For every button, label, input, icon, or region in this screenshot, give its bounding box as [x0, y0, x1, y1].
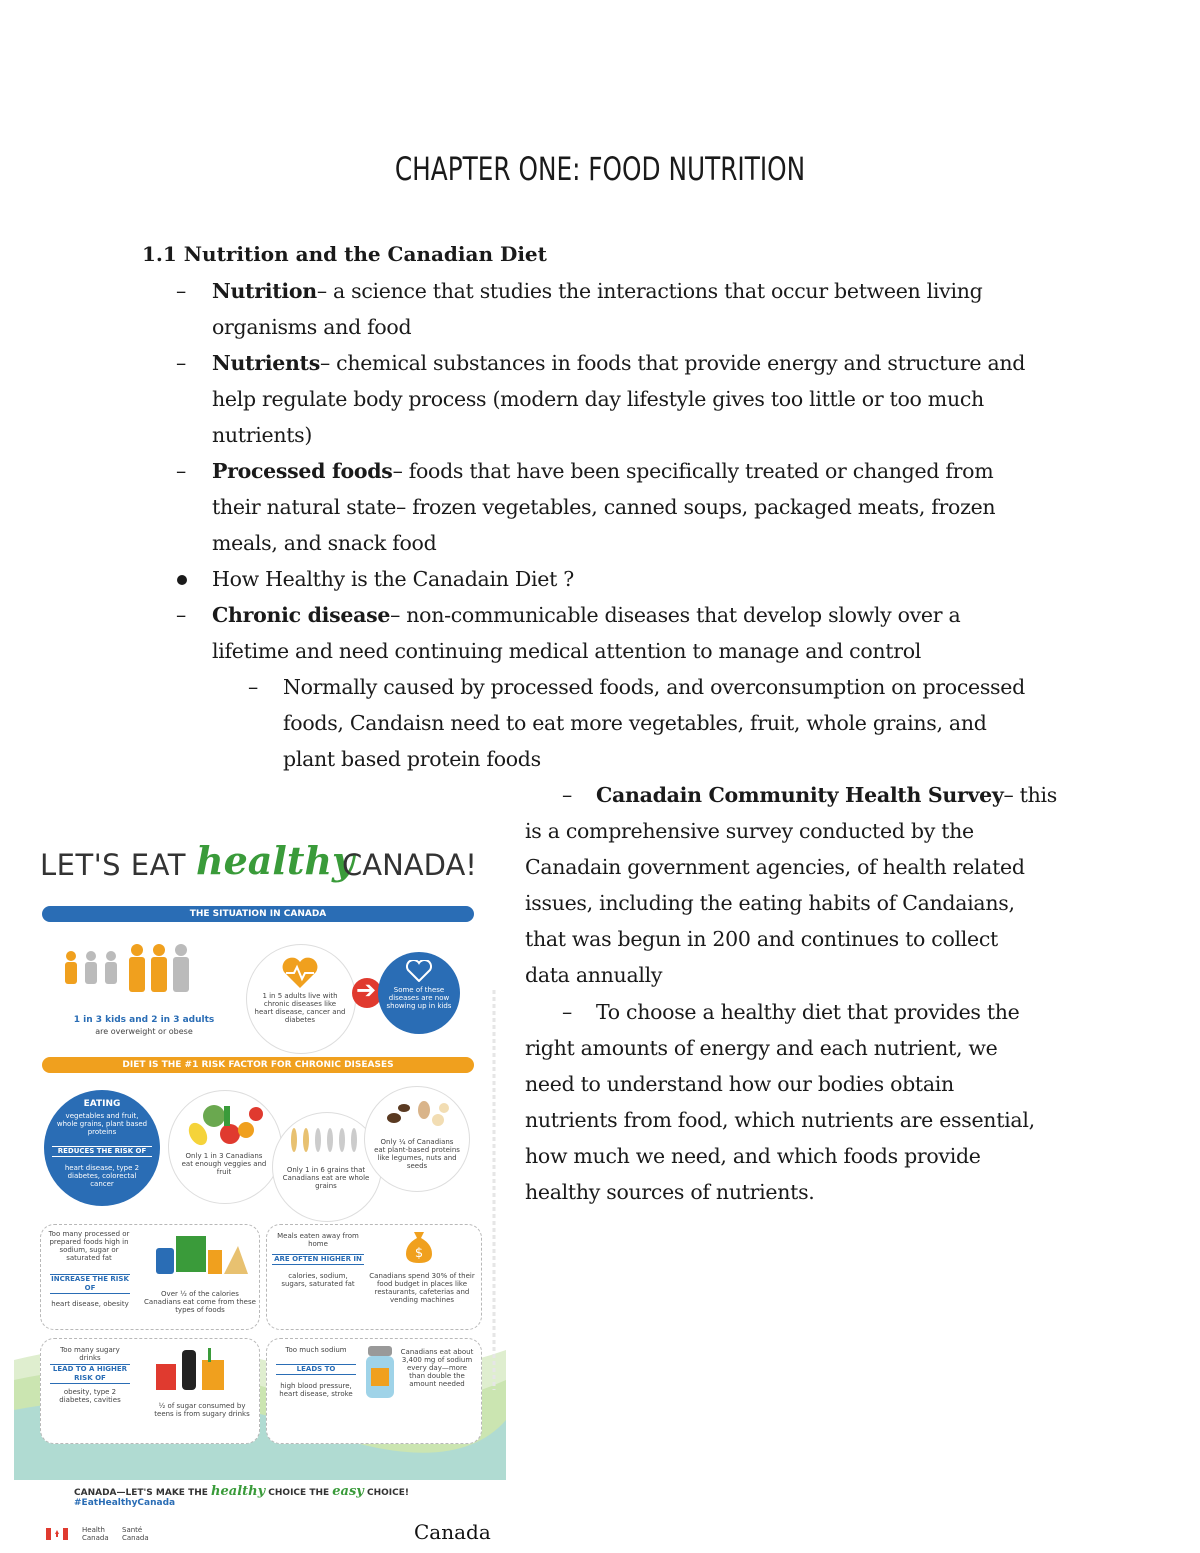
heartbeat-icon — [280, 956, 320, 990]
lets-eat-text: LET'S EAT — [40, 848, 186, 882]
vertical-watermark — [488, 990, 500, 1390]
survey-def: – this — [1003, 783, 1057, 807]
survey-line: that was begun in 200 and continues to collect — [525, 927, 998, 951]
packaged-food-icon — [150, 1232, 250, 1278]
hashtag: #EatHealthyCanada — [74, 1498, 176, 1508]
lets-eat-healthy-infographic — [14, 820, 506, 1550]
leads-to-label: LEADS TO — [276, 1364, 356, 1375]
survey-line: data annually — [525, 963, 663, 987]
dash: – — [248, 675, 258, 699]
budget-stat: Canadians spend 30% of their food budget in places like restaurants, cafeterias and vending machines — [369, 1272, 475, 1304]
choose-line: healthy sources of nutrients. — [525, 1180, 815, 1204]
increase-sub: heart disease, obesity — [51, 1300, 129, 1308]
grains-stat: Only 1 in 6 grains that Canadians eat are whole grains — [282, 1166, 370, 1190]
processed-line-3: meals, and snack food — [212, 531, 437, 555]
nutrition-term: Nutrition — [212, 279, 317, 303]
footer-text-1: CANADA—LET'S MAKE THE — [74, 1488, 208, 1498]
processed-card-text: Too many processed or prepared foods high in sodium, sugar or saturated fat — [48, 1230, 130, 1262]
often-higher-sub: calories, sodium, sugars, saturated fat — [281, 1272, 355, 1288]
salt-shaker-icon — [362, 1344, 398, 1400]
kids-stat: 1 in 3 kids and 2 in 3 adults — [73, 1015, 215, 1025]
choose-line: need to understand how our bodies obtain — [525, 1072, 954, 1096]
adults-chronic-stat: 1 in 5 adults live with chronic diseases like heart disease, cancer and diabetes — [254, 992, 346, 1024]
footer-text-3: CHOICE! — [367, 1488, 409, 1498]
chronic-def: – non-communicable diseases that develop slowly over a — [390, 603, 961, 627]
veggies-stat: Only 1 in 3 Canadians eat enough veggies and fruit — [181, 1152, 267, 1176]
calories-stat: Over ½ of the calories Canadians eat come from these types of foods — [144, 1290, 256, 1314]
sub-line-3: plant based protein foods — [283, 747, 541, 771]
footer-text-2: CHOICE THE — [268, 1488, 330, 1498]
section-heading: 1.1 Nutrition and the Canadian Diet — [142, 242, 547, 266]
eating-label: EATING — [83, 1099, 121, 1109]
survey-term: Canadain Community Health Survey — [596, 783, 1004, 807]
canada-text: CANADA! — [342, 848, 477, 882]
diet-risk-bar: DIET IS THE #1 RISK FACTOR FOR CHRONIC DISEASES — [42, 1057, 474, 1073]
protein-stat: Only ¼ of Canadians eat plant-based proteins like legumes, nuts and seeds — [374, 1138, 460, 1170]
chapter-title: CHAPTER ONE: FOOD NUTRITION — [394, 150, 806, 188]
survey-line: is a comprehensive survey conducted by the — [525, 819, 974, 843]
processed-line-1 — [212, 453, 993, 489]
nutrients-line-2: help regulate body process (modern day lifestyle gives too little or too much — [212, 387, 984, 411]
situation-bar: THE SITUATION IN CANADA — [42, 906, 474, 922]
dash: – — [562, 1000, 572, 1024]
increase-label: INCREASE THE RISK OF — [51, 1275, 129, 1292]
chronic-line-1 — [212, 597, 960, 633]
health-canada-en: Health Canada — [82, 1526, 109, 1542]
legumes-icon — [382, 1096, 452, 1130]
sodium-text: Too much sodium — [285, 1346, 347, 1354]
choose-line: how much we need, and which foods provide — [525, 1144, 981, 1168]
reduces-label: REDUCES THE RISK OF — [52, 1146, 152, 1157]
survey-line-1 — [596, 777, 1057, 813]
money-bag-icon — [404, 1230, 434, 1264]
healthy-question: How Healthy is the Canadain Diet ? — [212, 567, 574, 591]
processed-line-2: their natural state– frozen vegetables, canned soups, packaged meats, frozen — [212, 495, 996, 519]
sugary-text: Too many sugary drinks — [60, 1346, 120, 1362]
bullet-dot — [177, 575, 187, 585]
dash: – — [176, 603, 186, 627]
nutrients-def: – chemical substances in foods that provide energy and structure and — [319, 351, 1026, 375]
nutrition-line-1 — [212, 273, 982, 309]
grains-icon — [286, 1124, 366, 1160]
canada-wordmark: Canada — [414, 1520, 491, 1544]
leads-to-sub: high blood pressure, heart disease, stroke — [279, 1382, 353, 1398]
chronic-term: Chronic disease — [212, 603, 391, 627]
chronic-line-2: lifetime and need continuing medical attention to manage and control — [212, 639, 922, 663]
svg-text:$: $ — [414, 1246, 424, 1261]
choose-line: nutrients from food, which nutrients are essential, — [525, 1108, 1035, 1132]
heart-icon — [406, 960, 432, 982]
people-figures — [59, 942, 224, 1012]
sub-line-1: Normally caused by processed foods, and overconsumption on processed — [283, 675, 1025, 699]
lead-higher-sub: obesity, type 2 diabetes, cavities — [59, 1388, 121, 1404]
kids-stat-sub: are overweight or obese — [95, 1027, 193, 1036]
sub-line-2: foods, Candaisn need to eat more vegetables, fruit, whole grains, and — [283, 711, 987, 735]
footer-healthy: healthy — [211, 1484, 266, 1499]
lead-higher-label: LEAD TO A HIGHER RISK OF — [50, 1364, 130, 1384]
dash: – — [176, 279, 186, 303]
footer-easy: easy — [332, 1484, 364, 1499]
infographic-title — [40, 840, 506, 900]
processed-term: Processed foods — [212, 459, 393, 483]
sante-canada-fr: Santé Canada — [122, 1526, 149, 1542]
survey-line: issues, including the eating habits of Candaians, — [525, 891, 1015, 915]
dash: – — [176, 459, 186, 483]
choose-line-1: To choose a healthy diet that provides the — [596, 1000, 1020, 1024]
arrow-right-icon: ➔ — [356, 976, 377, 1004]
canada-flag-icon — [46, 1528, 68, 1540]
sugar-stat: ½ of sugar consumed by teens is from sugary drinks — [154, 1402, 250, 1418]
healthy-text: healthy — [196, 838, 355, 883]
dash: – — [176, 351, 186, 375]
infographic-footer — [74, 1484, 494, 1499]
nutrients-line-1 — [212, 345, 1025, 381]
nutrients-line-3: nutrients) — [212, 423, 313, 447]
eating-sub: vegetables and fruit, whole grains, plant based proteins — [56, 1112, 148, 1136]
sodium-stat: Canadians eat about 3,400 mg of sodium every day—more than double the amount needed — [400, 1348, 474, 1388]
choose-line: right amounts of energy and each nutrient, we — [525, 1036, 998, 1060]
often-higher-label: ARE OFTEN HIGHER IN — [272, 1254, 364, 1265]
dash: – — [562, 783, 572, 807]
processed-def: – foods that have been specifically treated or changed from — [392, 459, 994, 483]
meals-away-text: Meals eaten away from home — [277, 1232, 359, 1248]
nutrients-term: Nutrients — [212, 351, 320, 375]
nutrition-def: – a science that studies the interactions that occur between living — [316, 279, 983, 303]
kids-showing-stat: Some of these diseases are now showing up in kids — [386, 986, 452, 1010]
sugary-drinks-icon — [150, 1344, 240, 1394]
reduces-sub: heart disease, type 2 diabetes, colorectal cancer — [64, 1164, 140, 1188]
nutrition-line-2: organisms and food — [212, 315, 412, 339]
vegetables-icon — [184, 1100, 266, 1148]
survey-line: Canadain government agencies, of health related — [525, 855, 1025, 879]
